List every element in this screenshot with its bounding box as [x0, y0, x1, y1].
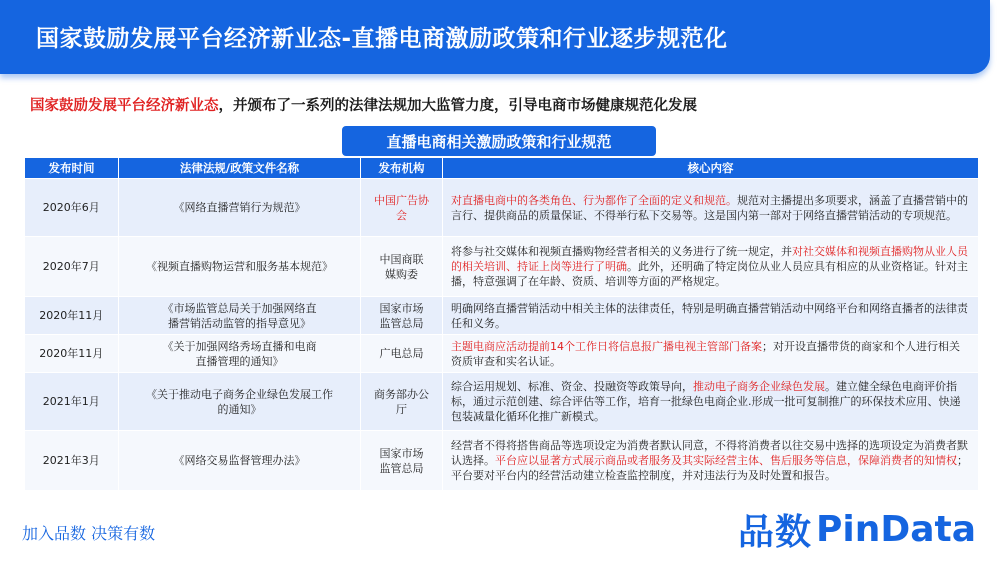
- content-text: 经营者不得将搭售商品等选项设定为消费者默认同意，不得将消费者以往交易中选择的选项设定为消费者默认选择。: [451, 439, 968, 467]
- table-row: [25, 179, 979, 237]
- page-title: 国家鼓励发展平台经济新业态-直播电商激励政策和行业逐步规范化: [36, 26, 728, 52]
- subtitle-highlight: 国家鼓励发展平台经济新业态: [30, 98, 219, 114]
- cell-organization: 中国广告协会: [361, 179, 443, 237]
- cell-organization: 商务部办公厅: [361, 373, 443, 431]
- content-text: 。建立健全绿色电商评价指标，通过示范创建、综合评估等工作，培育一批绿色电商企业.形成一批可复制推广的环保技术应用、快递包装减量化循环化推广新模式。: [451, 380, 961, 423]
- cell-law-name: 《关于加强网络秀场直播和电商 直播管理的通知》: [119, 335, 361, 373]
- content-text: 明确网络直播营销活动中相关主体的法律责任，特别是明确直播营销活动中网络平台和网络直播者的法律责任和义务。: [451, 301, 968, 330]
- content-text: 。此外，还明确了特定岗位从业人员应具有相应的从业资格证。针对主播，特意强调了在年龄、资质、培训等方面的严格规定。: [451, 260, 968, 288]
- footer-slogan: 加入品数 决策有数: [22, 524, 156, 543]
- table-header-row: [25, 158, 979, 179]
- table-title: 直播电商相关激励政策和行业规范: [342, 126, 656, 156]
- content-highlight: 推动电子商务企业绿色发展: [693, 380, 825, 393]
- content-text: ；平台要对平台内的经营活动建立检查监控制度，并对违法行为及时处置和报告。: [451, 454, 968, 482]
- cell-organization: 国家市场 监管总局: [361, 431, 443, 491]
- cell-organization: 中国商联 媒购委: [361, 237, 443, 297]
- cell-core-content: [443, 179, 979, 237]
- content-highlight: 主题电商应活动提前14个工作日将信息报广播电视主管部门备案: [451, 339, 762, 353]
- cell-core-content: [443, 335, 979, 373]
- logo-cn-text: 品数: [738, 512, 813, 553]
- content-text: 规范对主播提出多项要求，涵盖了直播营销中的言行、提供商品的质量保证、不得举行私下交易等。这是国内第一部对于网络直播营销活动的专项规范。: [451, 193, 968, 222]
- table-row: [25, 373, 979, 431]
- cell-core-content: [443, 373, 979, 431]
- column-header-org: 发布机构: [361, 158, 443, 179]
- content-text: 综合运用规划、标准、资金、投融资等政策导向，: [451, 380, 693, 393]
- cell-law-name: 《市场监管总局关于加强网络直 播营销活动监管的指导意见》: [119, 297, 361, 335]
- table-row: [25, 297, 979, 335]
- table-row: [25, 431, 979, 491]
- subtitle-rest: ，并颁布了一系列的法律法规加大监管力度，引导电商市场健康规范化发展: [218, 98, 697, 114]
- cell-law-name: 《关于推动电子商务企业绿色发展工作 的通知》: [119, 373, 361, 431]
- cell-date: 2021年3月: [25, 431, 119, 491]
- content-highlight: 对直播电商中的各类角色、行为都作了全面的定义和规范。: [451, 193, 737, 207]
- cell-law-name: 《视频直播购物运营和服务基本规范》: [119, 237, 361, 297]
- policy-table: [24, 157, 979, 491]
- content-highlight: 对社交媒体和视频直播购物从业人员的相关培训、持证上岗等进行了明确: [451, 245, 968, 273]
- column-header-law: 法律法规/政策文件名称: [119, 158, 361, 179]
- content-highlight: 平台应以显著方式展示商品或者服务及其实际经营主体、售后服务等信息，保障消费者的知情权: [495, 454, 957, 467]
- table-body: [25, 179, 979, 491]
- table-row: [25, 237, 979, 297]
- logo-en-text: PinData: [816, 509, 977, 550]
- cell-date: 2020年6月: [25, 179, 119, 237]
- cell-organization: 国家市场 监管总局: [361, 297, 443, 335]
- column-header-date: 发布时间: [25, 158, 119, 179]
- content-text: 将参与社交媒体和视频直播购物经营者相关的义务进行了统一规定，并: [451, 245, 792, 258]
- cell-organization: 广电总局: [361, 335, 443, 373]
- column-header-content: 核心内容: [443, 158, 979, 179]
- subtitle: [30, 94, 697, 115]
- cell-core-content: [443, 237, 979, 297]
- cell-core-content: [443, 431, 979, 491]
- content-text: ；对开设直播带货的商家和个人进行相关资质审查和实名认证。: [451, 339, 960, 368]
- header-banner: [0, 0, 990, 74]
- cell-law-name: 《网络直播营销行为规范》: [119, 179, 361, 237]
- cell-law-name: 《网络交易监督管理办法》: [119, 431, 361, 491]
- cell-date: 2020年7月: [25, 237, 119, 297]
- cell-core-content: [443, 297, 979, 335]
- cell-date: 2020年11月: [25, 335, 119, 373]
- cell-date: 2020年11月: [25, 297, 119, 335]
- table-row: [25, 335, 979, 373]
- cell-date: 2021年1月: [25, 373, 119, 431]
- pindata-logo: [738, 504, 976, 555]
